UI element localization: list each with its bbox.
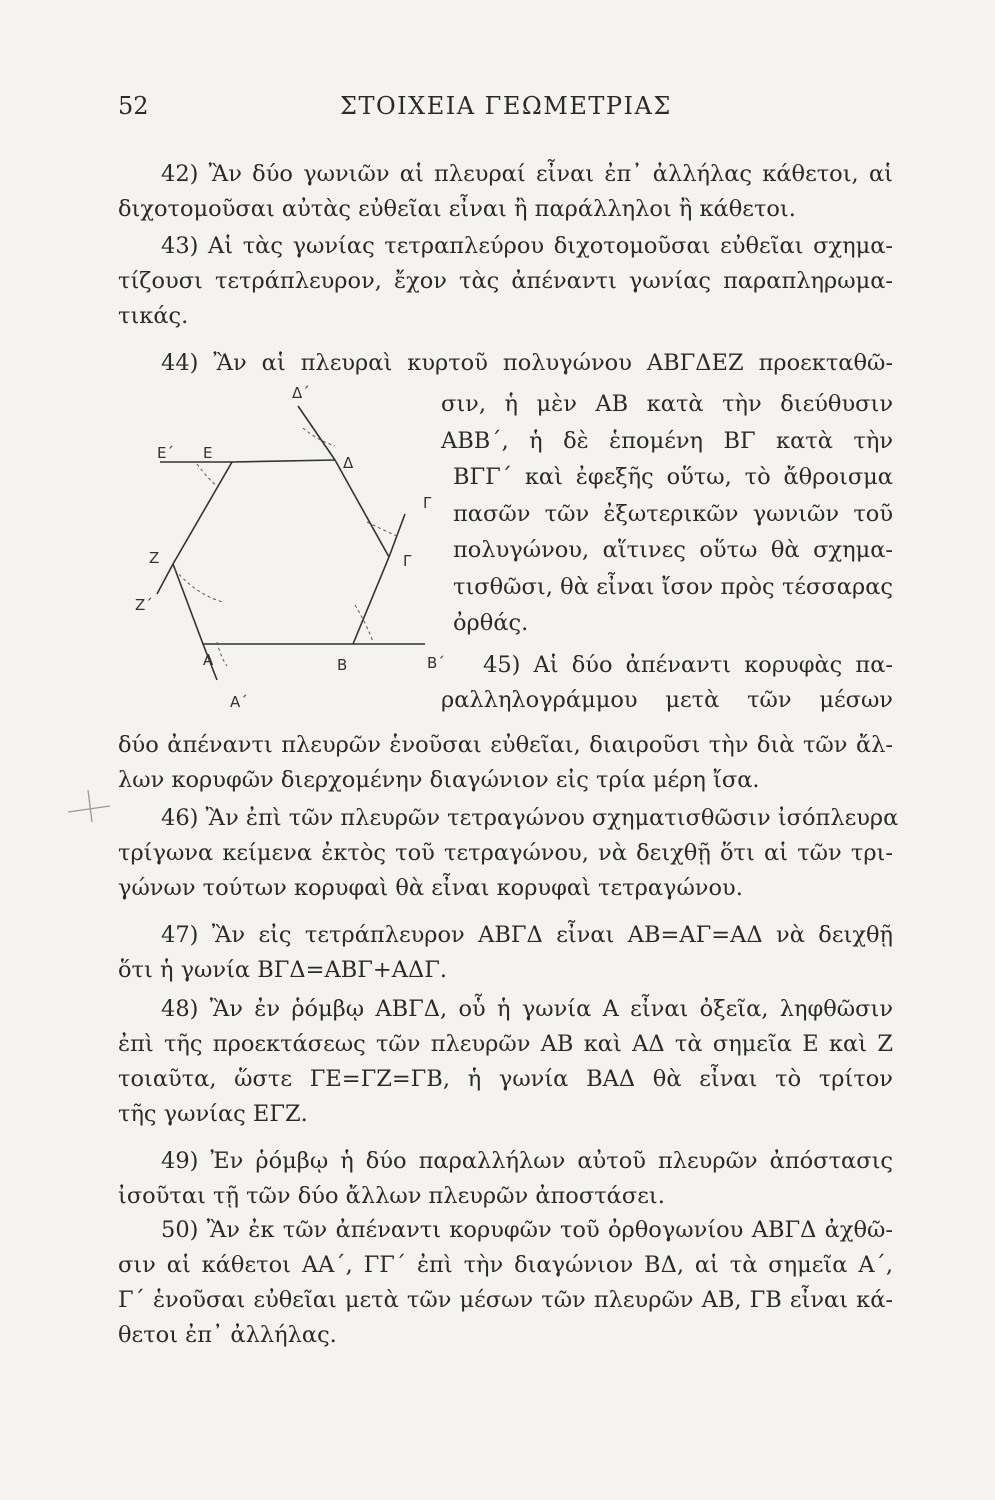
page-number: 52 bbox=[118, 92, 149, 120]
exercise-49 bbox=[118, 1144, 893, 1214]
text-line: διχοτομοῦσαι αὐτὰς εὐθεῖαι εἶναι ἢ παράλληλοι ἢ κάθετοι. bbox=[118, 196, 796, 222]
side-za bbox=[173, 564, 203, 644]
text-line: 50) Ἂν ἐκ τῶν ἀπέναντι κορυφῶν τοῦ ὀρθογωνίου ΑΒΓΔ ἀχθῶ- bbox=[161, 1217, 893, 1243]
text-line: πασῶν τῶν ἐξωτερικῶν γωνιῶν τοῦ bbox=[453, 500, 893, 527]
label-b: Β bbox=[337, 656, 348, 674]
label-e: Ε bbox=[203, 444, 213, 462]
label-g1: Γ bbox=[423, 494, 432, 512]
pencil-mark bbox=[64, 784, 114, 824]
label-z: Ζ bbox=[149, 549, 160, 567]
hexagon-figure bbox=[105, 380, 445, 710]
side-de bbox=[232, 460, 335, 462]
exercise-44-side bbox=[441, 386, 893, 642]
text-line: ὅτι ἡ γωνία ΒΓΔ=ΑΒΓ+ΑΔΓ. bbox=[118, 957, 447, 983]
exercise-42 bbox=[118, 157, 893, 227]
text-line: 48) Ἂν ἐν ῥόμβῳ ΑΒΓΔ, οὗ ἡ γωνία Α εἶναι ὀξεῖα, ληφθῶσιν bbox=[161, 996, 893, 1022]
text-line: δύο ἀπέναντι πλευρῶν ἑνοῦσαι εὐθεῖαι, διαιροῦσι τὴν διὰ τῶν ἄλ- bbox=[118, 732, 893, 758]
text-line: 47) Ἂν εἰς τετράπλευρον ΑΒΓΔ εἶναι ΑΒ=ΑΓ=ΑΔ νὰ δειχθῇ bbox=[161, 922, 893, 948]
label-d: Δ bbox=[343, 454, 354, 472]
arc-a bbox=[175, 570, 223, 602]
text-line: ὀρθάς. bbox=[453, 610, 529, 636]
exercise-47 bbox=[118, 918, 893, 988]
side-ez bbox=[173, 462, 232, 564]
side-bg bbox=[353, 557, 389, 644]
text-line: 42) Ἂν δύο γωνιῶν αἱ πλευραί εἶναι ἐπ᾽ ἀλλήλας κάθετοι, αἱ bbox=[161, 161, 893, 187]
label-b1: Β΄ bbox=[427, 654, 445, 672]
text-line: ΒΓΓ΄ καὶ ἐφεξῆς οὕτω, τὸ ἄθροισμα bbox=[453, 464, 893, 490]
label-e1: Ε΄ bbox=[157, 444, 174, 462]
exercise-50 bbox=[118, 1213, 893, 1353]
running-title: ΣΤΟΙΧΕΙΑ ΓΕΩΜΕΤΡΙΑΣ bbox=[340, 92, 672, 120]
text-line: 44) Ἂν αἱ πλευραὶ κυρτοῦ πολυγώνου ΑΒΓΔΕΖ προεκταθῶ- bbox=[161, 350, 893, 376]
exercise-43 bbox=[118, 229, 893, 334]
arc-b bbox=[355, 605, 373, 642]
text-line: τίζουσι τετράπλευρον, ἔχον τὰς ἀπέναντι γωνίας παραπληρωμα- bbox=[118, 268, 893, 294]
exercise-46 bbox=[118, 801, 899, 906]
exercise-44-first bbox=[118, 346, 893, 381]
text-line: τικάς. bbox=[118, 303, 189, 329]
text-line: τοιαῦτα, ὥστε ΓΕ=ΓΖ=ΓΒ, ἡ γωνία ΒΑΔ θὰ εἶναι τὸ τρίτον bbox=[118, 1066, 893, 1092]
text-line: πολυγώνου, αἵτινες οὕτω θὰ σχημα- bbox=[453, 537, 893, 563]
text-line: 46) Ἂν ἐπὶ τῶν πλευρῶν τετραγώνου σχηματισθῶσιν ἰσόπλευρα bbox=[161, 805, 899, 831]
text-line: ἰσοῦται τῇ τῶν δύο ἄλλων πλευρῶν ἀποστάσει. bbox=[118, 1183, 665, 1209]
text-line: ἐπὶ τῆς προεκτάσεως τῶν πλευρῶν ΑΒ καὶ ΑΔ τὰ σημεῖα Ε καὶ Ζ bbox=[118, 1031, 893, 1057]
text-line: ΑΒΒ΄, ἡ δὲ ἑπομένη ΒΓ κατὰ τὴν bbox=[441, 427, 893, 454]
text-line: 43) Αἱ τὰς γωνίας τετραπλεύρου διχοτομοῦσαι εὐθεῖαι σχημα- bbox=[161, 233, 893, 259]
text-line: θετοι ἐπ᾽ ἀλλήλας. bbox=[118, 1322, 337, 1348]
text-line: σιν αἱ κάθετοι ΑΑ΄, ΓΓ΄ ἐπὶ τὴν διαγώνιον ΒΔ, αἱ τὰ σημεῖα Α΄, bbox=[118, 1252, 893, 1278]
label-z1: Ζ΄ bbox=[135, 596, 153, 614]
exercise-48 bbox=[118, 992, 893, 1132]
text-line: Γ΄ ἑνοῦσαι εὐθεῖαι μετὰ τῶν μέσων τῶν πλευρῶν ΑΒ, ΓΒ εἶναι κά- bbox=[118, 1287, 893, 1313]
text-line: τῆς γωνίας ΕΓΖ. bbox=[118, 1101, 308, 1127]
text-line: λων κορυφῶν διερχομένην διαγώνιον εἰς τρία μέρη ἴσα. bbox=[118, 767, 760, 793]
ext-ez bbox=[157, 564, 173, 594]
side-gd bbox=[335, 460, 389, 557]
text-line: ραλληλογράμμου μετὰ τῶν μέσων bbox=[441, 687, 893, 713]
label-a1: Α΄ bbox=[230, 693, 248, 710]
ext-gd bbox=[298, 406, 335, 460]
text-line: 45) Αἱ δύο ἀπέναντι κορυφὰς πα- bbox=[483, 652, 893, 678]
exercise-45-side bbox=[441, 648, 893, 718]
exercise-45-rest bbox=[118, 728, 893, 798]
text-line: τισθῶσι, θὰ εἶναι ἴσον πρὸς τέσσαρας bbox=[453, 573, 893, 600]
label-d1: Δ΄ bbox=[292, 384, 310, 402]
label-a: Α bbox=[203, 651, 214, 669]
arc-z bbox=[217, 642, 227, 666]
label-g: Γ bbox=[403, 552, 412, 570]
text-line: γώνων τούτων κορυφαὶ θὰ εἶναι κορυφαὶ τετραγώνου. bbox=[118, 875, 743, 901]
text-line: σιν, ἡ μὲν ΑΒ κατὰ τὴν διεύθυσιν bbox=[441, 391, 893, 417]
text-line: τρίγωνα κείμενα ἐκτὸς τοῦ τετραγώνου, νὰ δειχθῇ ὅτι αἱ τῶν τρι- bbox=[118, 840, 893, 866]
text-line: 49) Ἐν ῥόμβῳ ἡ δύο παραλλήλων αὐτοῦ πλευρῶν ἀπόστασις bbox=[161, 1148, 893, 1174]
arc-e bbox=[197, 464, 217, 486]
